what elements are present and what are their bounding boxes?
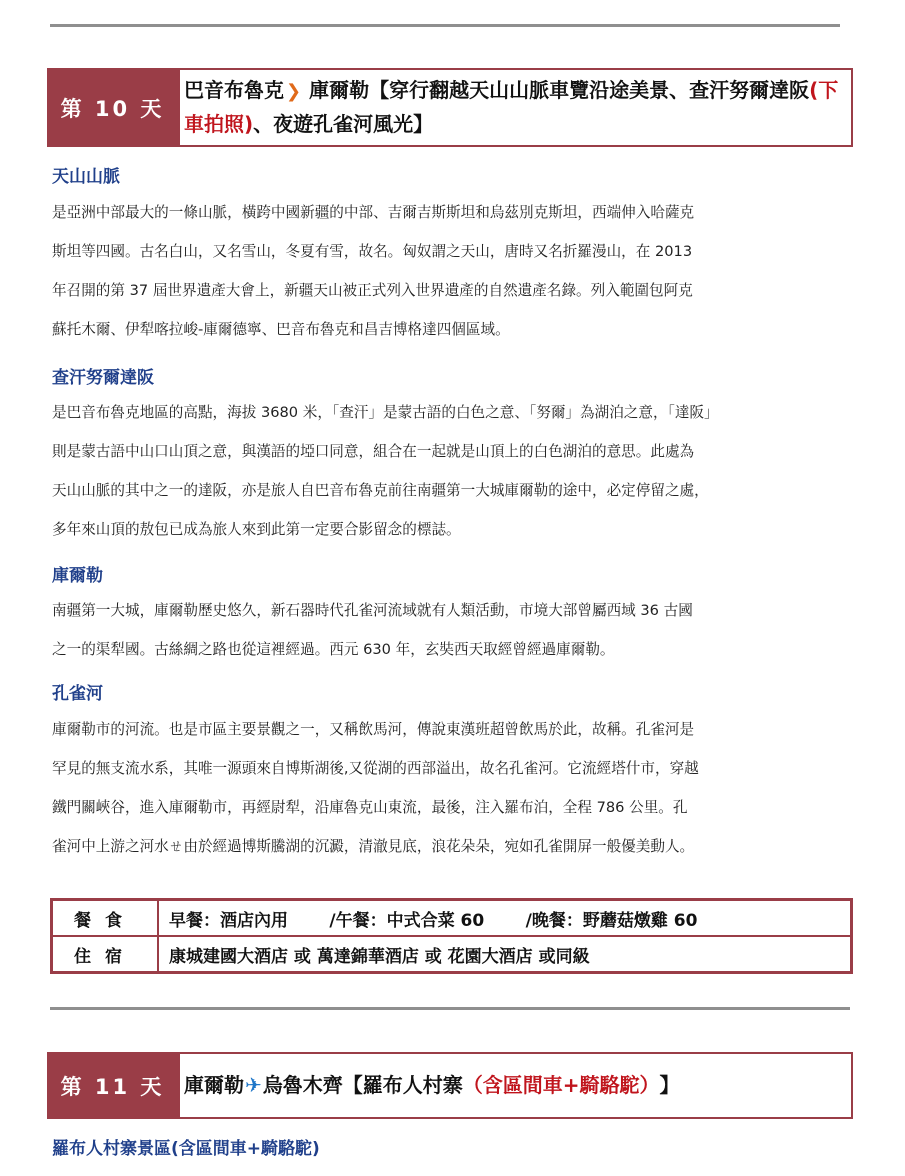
day-11-title [178, 1052, 853, 1119]
route-from: 庫爾勒 [184, 1073, 244, 1097]
paragraph-line: 雀河中上游之河水ㄝ由於經過博斯騰湖的沉澱，清澈見底，浪花朵朵，宛如孔雀開屏一般優美動人。 [52, 838, 695, 855]
title-highlight: （含區間車+騎駱駝） [462, 1073, 660, 1097]
stay-value: 康城建國大酒店 或 萬達錦華酒店 或 花園大酒店 或同級 [158, 936, 852, 973]
title-highlight: (下車拍照) [184, 78, 839, 136]
paragraph-line: 是巴音布魯克地區的高點，海拔 3680 米，「查汗」是蒙古語的白色之意、「努爾」為湖泊之意，「達阪」 [52, 404, 719, 421]
day-10-title [178, 68, 853, 147]
paragraph-line: 年召開的第 37 屆世界遺產大會上，新疆天山被正式列入世界遺產的自然遺產名錄。列入範圍包阿克 [52, 282, 693, 299]
airplane-icon: ✈ [245, 1073, 262, 1097]
title-text-b: 、夜遊孔雀河風光】 [253, 112, 434, 136]
meal-label: 餐食 [52, 900, 159, 937]
title-text-b: 】 [659, 1073, 680, 1097]
paragraph-line: 是亞洲中部最大的一條山脈，橫跨中國新疆的中部、吉爾吉斯斯坦和烏茲別克斯坦，西端伸入哈薩克 [52, 204, 695, 221]
day-10-header [47, 68, 853, 147]
paragraph-line: 則是蒙古語中山口山頂之意，與漢語的埡口同意，組合在一起就是山頂上的白色湖泊的意思。此處為 [52, 443, 695, 460]
title-text-a: 【羅布人村寨 [342, 1073, 463, 1097]
meal-value: 早餐：酒店內用 /午餐：中式合菜 60 /晚餐：野蘑菇燉雞 60 [158, 900, 852, 937]
section-paragraph [52, 193, 872, 349]
day-11-header [47, 1052, 853, 1119]
paragraph-line: 鐵門關峽谷，進入庫爾勒市，再經尉犁，沿庫魯克山東流，最後，注入羅布泊，全程 786 公里。孔 [52, 799, 688, 816]
section-paragraph [52, 591, 872, 669]
paragraph-line: 蘇托木爾、伊犁喀拉峻-庫爾德寧、巴音布魯克和昌吉博格達四個區域。 [52, 321, 510, 338]
section-paragraph [52, 710, 872, 866]
title-text-a: 【穿行翻越天山山脈車覽沿途美景、查汗努爾達阪 [369, 78, 810, 102]
day-10-tag: 第 10 天 [47, 68, 178, 147]
section-heading: 查汗努爾達阪 [52, 368, 154, 388]
orange-arrow-icon: ❯ [286, 81, 302, 102]
section-heading: 天山山脈 [52, 167, 120, 187]
section-heading: 孔雀河 [52, 684, 103, 704]
table-row [52, 936, 852, 973]
paragraph-line: 罕見的無支流水系，其唯一源頭來自博斯湖後,又從湖的西部溢出，故名孔雀河。它流經塔什市，穿越 [52, 760, 699, 777]
meal-lodging-table [50, 898, 853, 974]
mid-divider [50, 1007, 850, 1010]
paragraph-line: 多年來山頂的敖包已成為旅人來到此第一定要合影留念的標誌。 [52, 521, 461, 538]
paragraph-line: 斯坦等四國。古名白山，又名雪山，冬夏有雪，故名。匈奴謂之天山，唐時又名折羅漫山，在 2013 [52, 243, 693, 260]
paragraph-line: 南疆第一大城，庫爾勒歷史悠久，新石器時代孔雀河流域就有人類活動，市境大部曾屬西域 36 古國 [52, 602, 693, 619]
top-divider [50, 24, 840, 27]
stay-label: 住宿 [52, 936, 159, 973]
section-paragraph [52, 393, 872, 549]
section-heading: 羅布人村寨景區(含區間車+騎駱駝) [52, 1139, 320, 1159]
route-to: 烏魯木齊 [262, 1073, 343, 1097]
paragraph-line: 之一的渠犁國。古絲綢之路也從這裡經過。西元 630 年，玄奘西天取經曾經過庫爾勒。 [52, 641, 615, 658]
section-heading: 庫爾勒 [52, 566, 103, 586]
route-from: 巴音布魯克 [184, 78, 284, 102]
table-row [52, 900, 852, 937]
route-to: 庫爾勒 [309, 78, 370, 102]
paragraph-line: 天山山脈的其中之一的達阪，亦是旅人自巴音布魯克前往南疆第一大城庫爾勒的途中，必定停留之處， [52, 482, 709, 499]
day-11-tag: 第 11 天 [47, 1052, 178, 1119]
paragraph-line: 庫爾勒市的河流。也是市區主要景觀之一，又稱飲馬河，傳說東漢班超曾飲馬於此，故稱。孔雀河是 [52, 721, 695, 738]
